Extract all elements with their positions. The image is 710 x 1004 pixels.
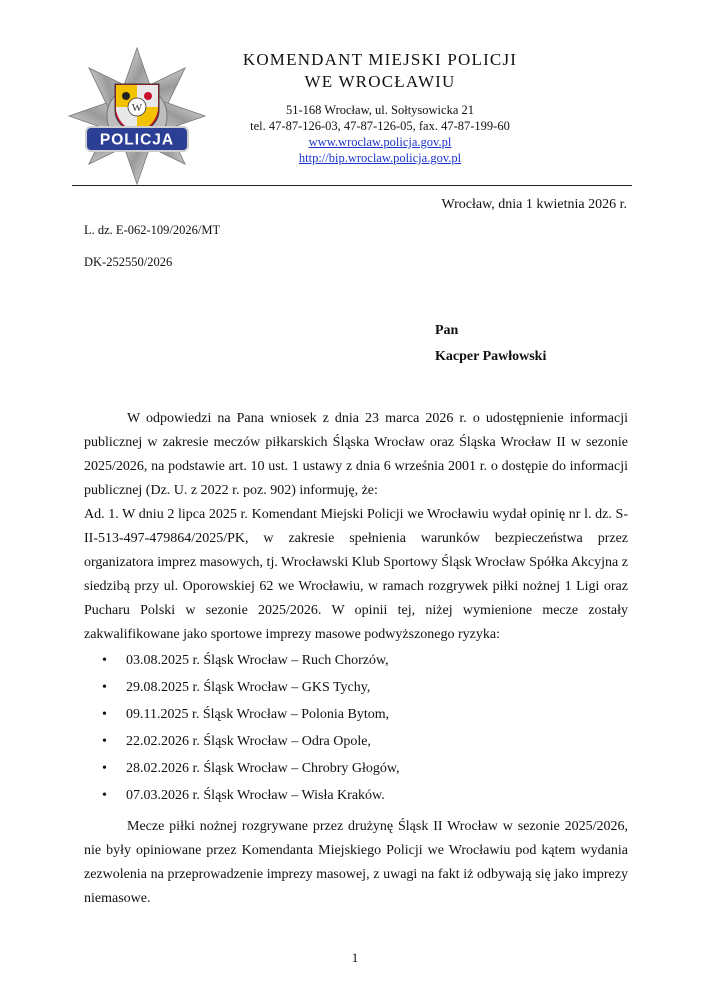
police-star-logo — [62, 44, 212, 194]
list-item: • 09.11.2025 r. Śląsk Wrocław – Polonia Bytom, — [84, 701, 628, 728]
letterhead-phones: tel. 47-87-126-03, 47-87-126-05, fax. 47-87-199-60 — [250, 119, 510, 133]
bullet-icon: • — [102, 707, 107, 722]
letter-date: Wrocław, dnia 1 kwietnia 2026 r. — [441, 197, 627, 212]
list-item: • 28.02.2026 r. Śląsk Wrocław – Chrobry Głogów, — [84, 755, 628, 782]
header-divider — [72, 185, 632, 186]
letterhead-title — [210, 49, 550, 93]
list-item: • 22.02.2026 r. Śląsk Wrocław – Odra Opole, — [84, 728, 628, 755]
website-link[interactable]: www.wroclaw.policja.gov.pl — [308, 135, 452, 149]
high-risk-matches-list — [84, 647, 628, 809]
bullet-icon: • — [102, 761, 107, 776]
list-item: • 29.08.2025 r. Śląsk Wrocław – GKS Tychy, — [84, 674, 628, 701]
addressee-salutation: Pan — [435, 323, 459, 338]
list-item: • 07.03.2026 r. Śląsk Wrocław – Wisła Kraków. — [84, 782, 628, 809]
letter-body — [84, 407, 628, 911]
addressee-name: Kacper Pawłowski — [435, 349, 547, 364]
body-paragraph-slask-ii: Mecze piłki nożnej rozgrywane przez drużynę Śląsk II Wrocław w sezonie 2025/2026, nie były opiniowane przez Komendanta Miejskiego Policji we Wrocławiu pod kątem wydania zezwolenia na przeprowadzenie imprezy masowej, z uwagi na fakt iż odbywają się jako imprezy niemasowe. — [84, 819, 628, 906]
bullet-icon: • — [102, 788, 107, 803]
bullet-icon: • — [102, 653, 107, 668]
letterhead-title-line-2: WE WROCŁAWIU — [304, 72, 456, 91]
bullet-icon: • — [102, 734, 107, 749]
letterhead-address: 51-168 Wrocław, ul. Sołtysowicka 21 — [285, 103, 474, 117]
body-paragraph-ad1: Ad. 1. W dniu 2 lipca 2025 r. Komendant Miejski Policji we Wrocławiu wydał opinię nr l. dz. S-II-513-497-479864/2025/PK, w zakresie spełnienia warunków bezpieczeństwa przez organizatora imprez masowych, tj. Wrocławski Klub Sportowy Śląsk Wrocław Spółka Akcyjna z siedzibą przy ul. Oporowskiej 62 we Wrocławiu, w ramach rozgrywek piłki nożnej 1 Ligi oraz Pucharu Polski w sezonie 2025/2026. W opinii tej, niżej wymienione mecze zostały zakwalifikowane jako sportowe imprezy masowe podwyższonego ryzyka: — [84, 507, 628, 642]
case-number: DK-252550/2026 — [84, 255, 173, 269]
svg-text:W: W — [131, 102, 143, 114]
page-number: 1 — [351, 950, 359, 965]
list-item: • 03.08.2025 r. Śląsk Wrocław – Ruch Chorzów, — [84, 647, 628, 674]
letterhead-contact — [210, 102, 550, 166]
bip-link[interactable]: http://bip.wroclaw.policja.gov.pl — [298, 151, 462, 165]
bullet-icon: • — [102, 680, 107, 695]
policja-badge-label: POLICJA — [99, 131, 175, 149]
reference-number: L. dz. E-062-109/2026/MT — [84, 223, 221, 237]
letterhead-title-line-1: KOMENDANT MIEJSKI POLICJI — [242, 50, 518, 69]
addressee — [435, 318, 546, 370]
body-paragraph-intro: W odpowiedzi na Pana wniosek z dnia 23 marca 2026 r. o udostępnienie informacji publicznej w zakresie meczów piłkarskich Śląska Wrocław oraz Śląska Wrocław II w sezonie 2025/2026, na podstawie art. 10 ust. 1 ustawy z dnia 6 września 2001 r. o dostępie do informacji publicznej (Dz. U. z 2022 r. poz. 902) informuję, że: — [84, 411, 628, 498]
